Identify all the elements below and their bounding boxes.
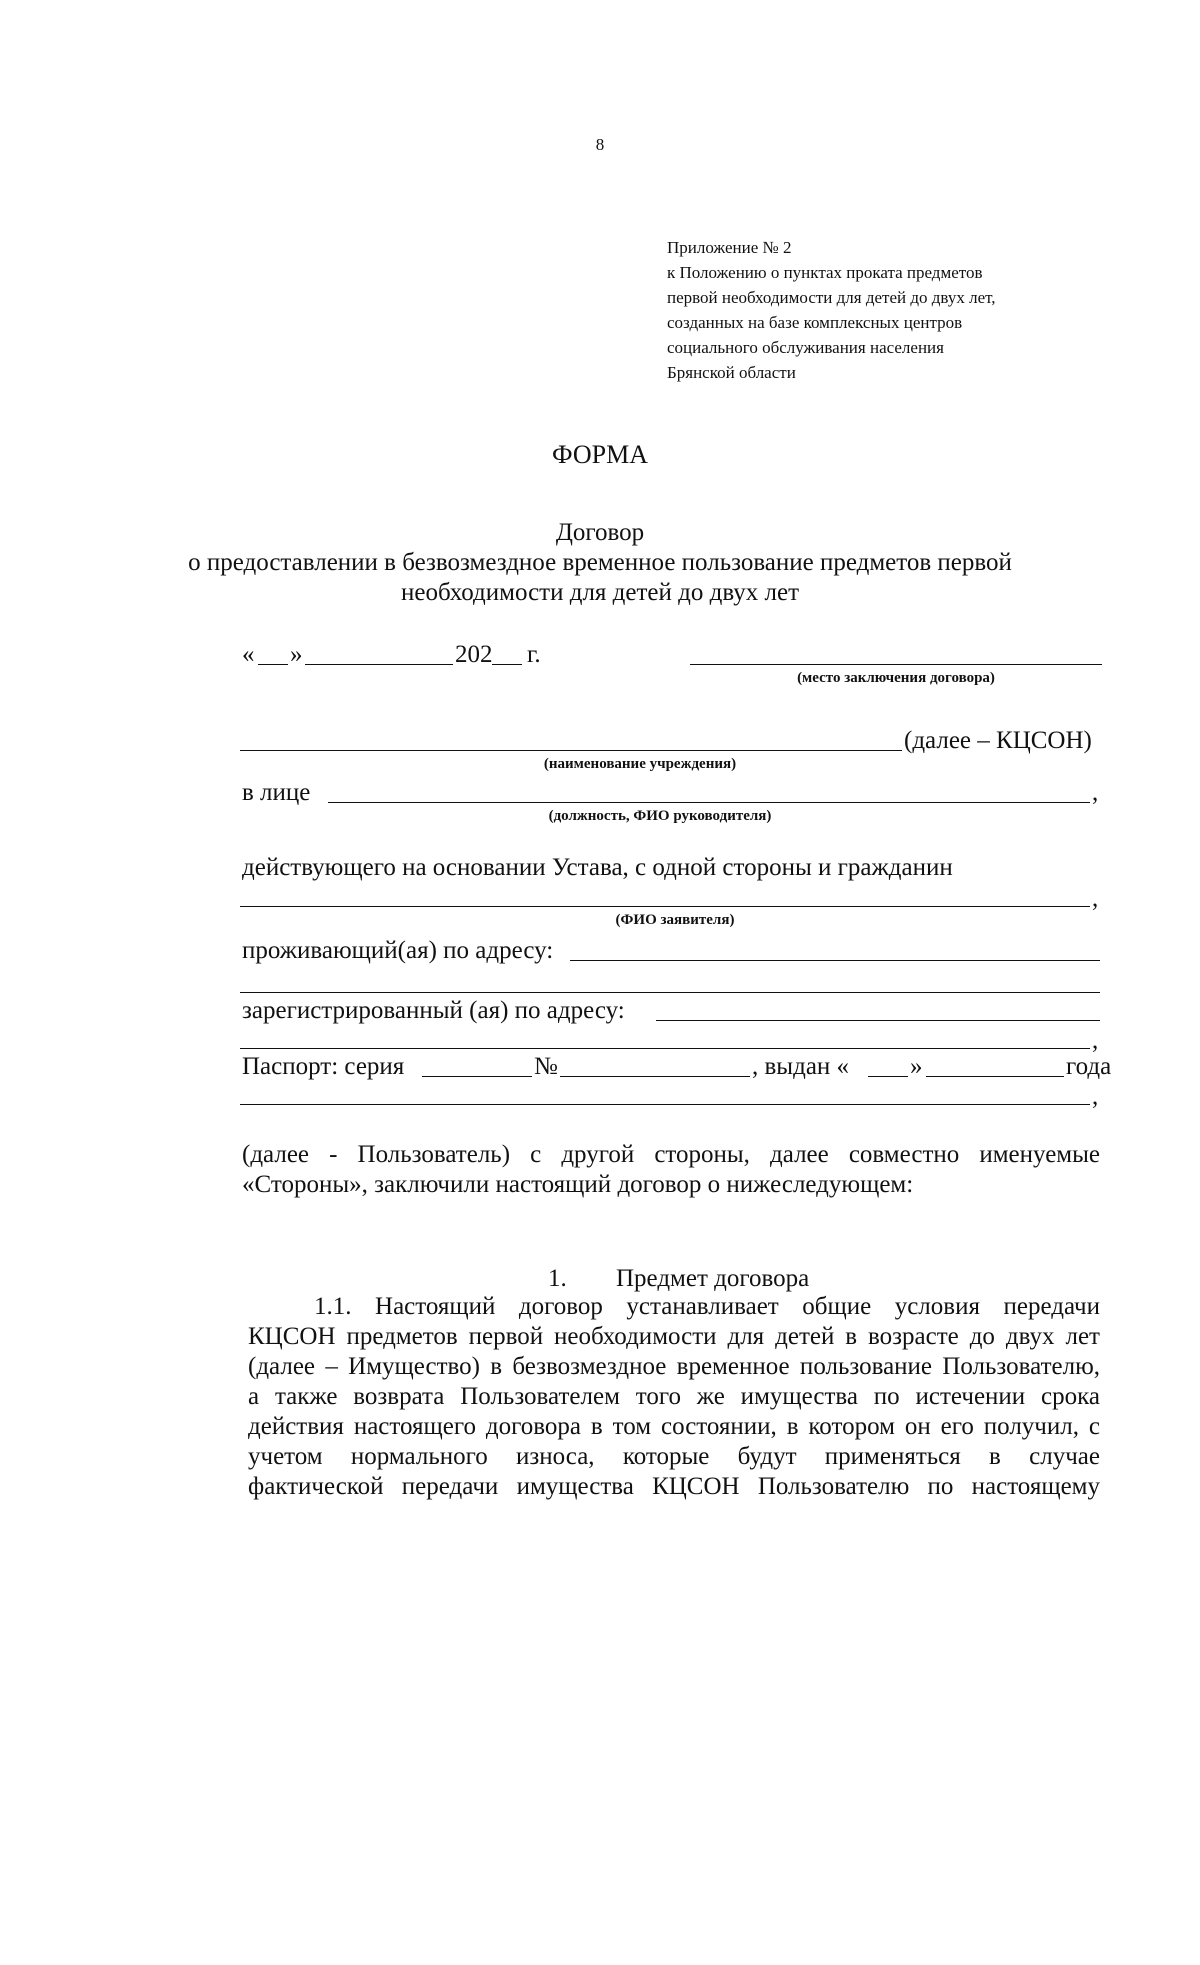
body-line: (далее – Имущество) в безвозмездное временное пользование Пользователю, — [248, 1353, 1100, 1380]
passport-label: Паспорт: серия — [242, 1053, 405, 1080]
document-title — [0, 518, 1200, 608]
place-blank[interactable] — [690, 664, 1102, 665]
institution-caption: (наименование учреждения) — [543, 756, 737, 772]
title-line: необходимости для детей до двух лет — [400, 579, 800, 606]
appendix-line: к Положению о пунктах проката предметов — [667, 263, 983, 282]
body-line: учетом нормального износа, которые будут применяться в случае — [248, 1443, 1100, 1470]
form-label: ФОРМА — [552, 440, 648, 469]
year-suffix: г. — [527, 641, 541, 668]
issued-by-blank[interactable] — [240, 1104, 1090, 1105]
number-label: № — [534, 1053, 558, 1080]
registered-blank-2[interactable] — [240, 1048, 1090, 1049]
appendix-block — [667, 235, 996, 385]
issued-close-quote: » — [910, 1053, 923, 1080]
comma: , — [1092, 1027, 1099, 1054]
date-close-quote: » — [290, 641, 303, 668]
parties-line: (далее - Пользователь) с другой стороны, далее совместно именуемые — [242, 1141, 1100, 1168]
head-blank[interactable] — [328, 802, 1090, 803]
year-label: года — [1066, 1053, 1112, 1080]
day-blank[interactable] — [258, 664, 288, 665]
body-line: КЦСОН предметов первой необходимости для детей в возрасте до двух лет — [248, 1323, 1100, 1350]
applicant-blank[interactable] — [240, 906, 1090, 907]
residing-blank-2[interactable] — [240, 992, 1100, 993]
passport-series-blank[interactable] — [422, 1076, 532, 1077]
body-line: фактической передачи имущества КЦСОН Пользователю по настоящему — [248, 1473, 1100, 1500]
acting-text: действующего на основании Устава, с одной стороны и гражданин — [242, 854, 953, 881]
head-caption: (должность, ФИО руководителя) — [548, 808, 772, 824]
parties-paragraph — [242, 1140, 1100, 1200]
kcson-suffix: (далее – КЦСОН) — [904, 727, 1092, 754]
passport-number-blank[interactable] — [560, 1076, 750, 1077]
in-person-label: в лице — [242, 779, 311, 806]
year-blank[interactable] — [492, 664, 522, 665]
comma: , — [1092, 779, 1099, 806]
issued-label: , выдан « — [752, 1053, 850, 1080]
section-heading: Предмет договора — [616, 1265, 810, 1292]
month-blank[interactable] — [305, 664, 453, 665]
section-body — [248, 1292, 1100, 1502]
registered-blank[interactable] — [656, 1020, 1100, 1021]
appendix-line: Брянской области — [667, 363, 796, 382]
appendix-line: Приложение № 2 — [667, 238, 792, 257]
section-number: 1. — [548, 1265, 567, 1292]
issued-month-blank[interactable] — [926, 1076, 1064, 1077]
registered-label: зарегистрированный (ая) по адресу: — [242, 997, 625, 1024]
issued-day-blank[interactable] — [868, 1076, 908, 1077]
body-line: 1.1. Настоящий договор устанавливает общие условия передачи — [314, 1293, 1100, 1320]
date-open-quote: « — [242, 641, 255, 668]
institution-blank[interactable] — [240, 750, 902, 751]
appendix-line: созданных на базе комплексных центров — [667, 313, 963, 332]
body-line: действия настоящего договора в том состоянии, в котором он его получил, с — [248, 1413, 1100, 1440]
title-line: Договор — [555, 519, 645, 546]
residing-label: проживающий(ая) по адресу: — [242, 937, 554, 964]
residing-blank[interactable] — [570, 960, 1100, 961]
page-number: 8 — [595, 135, 605, 154]
appendix-line: социального обслуживания населения — [667, 338, 944, 357]
appendix-line: первой необходимости для детей до двух лет, — [667, 288, 996, 307]
place-caption: (место заключения договора) — [797, 670, 995, 686]
title-line: о предоставлении в безвозмездное временное пользование предметов первой — [188, 549, 1012, 576]
year-prefix: 202 — [455, 641, 493, 668]
parties-line: «Стороны», заключили настоящий договор о нижеследующем: — [242, 1171, 914, 1198]
applicant-caption: (ФИО заявителя) — [615, 912, 735, 928]
comma: , — [1092, 1083, 1099, 1110]
comma: , — [1092, 885, 1099, 912]
body-line: а также возврата Пользователем того же имущества по истечении срока — [248, 1383, 1100, 1410]
